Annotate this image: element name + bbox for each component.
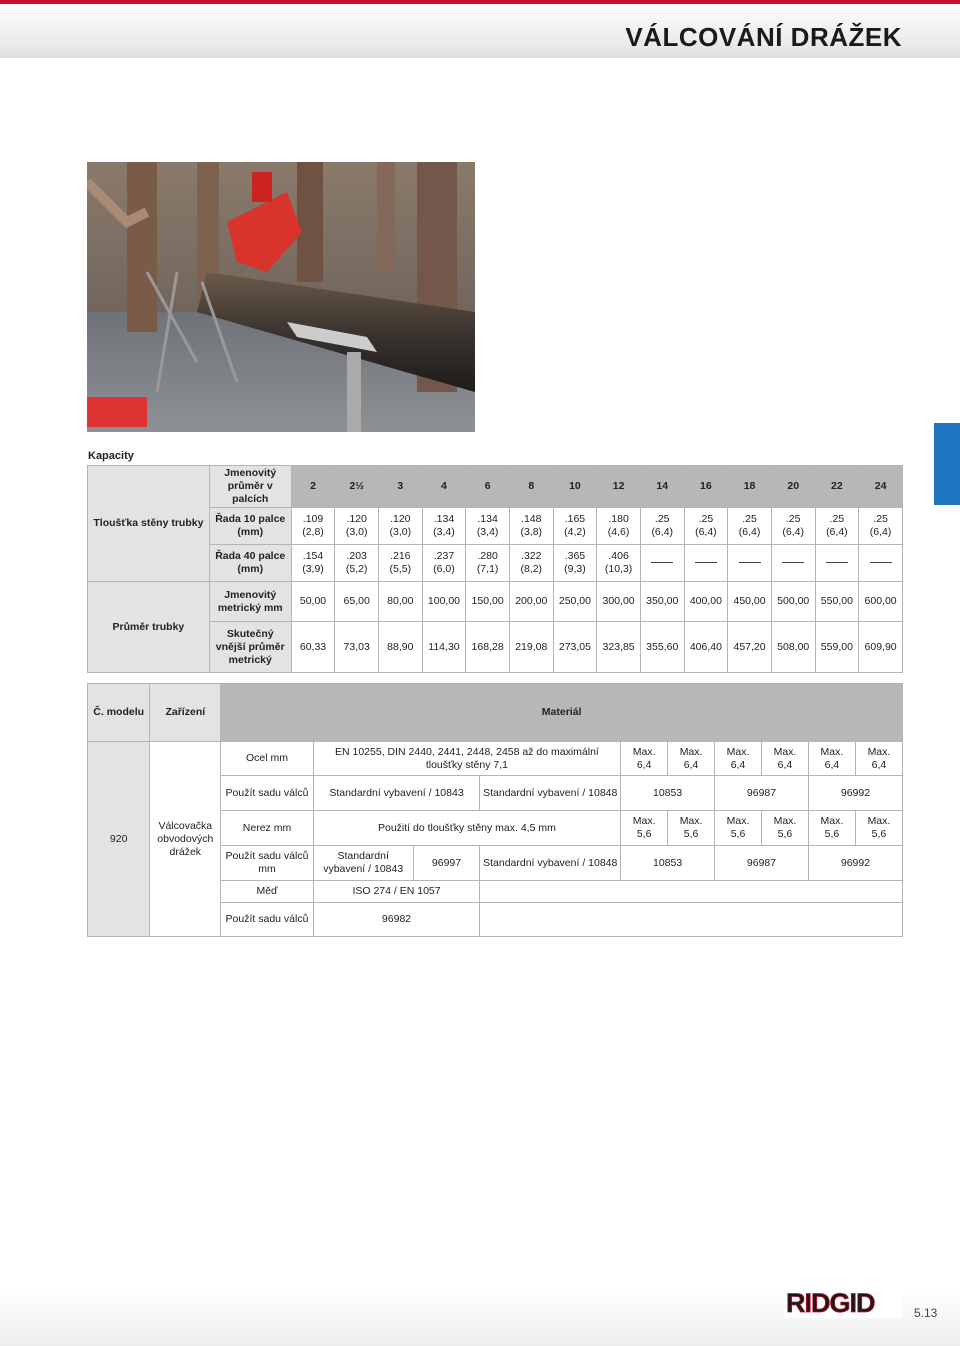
rollset-10853: 10853 [621, 846, 715, 881]
row-label-nominal-metric: Jmenovitý metrický mm [209, 582, 291, 622]
group-wall-thickness: Tloušťka stěny trubky [88, 466, 210, 582]
max-cell: Max. 6,4 [621, 742, 668, 776]
rollset-label: Použít sadu válců [221, 776, 313, 811]
max-cell: Max. 6,4 [668, 742, 715, 776]
max-cell: Max. 6,4 [855, 742, 902, 776]
max-cell: Max. 5,6 [715, 811, 762, 846]
max-cell: Max. 6,4 [715, 742, 762, 776]
rollset-label: Použít sadu válců [221, 903, 313, 937]
metric-cell: 600,00 [859, 582, 903, 622]
col-header-device: Zařízení [150, 684, 221, 742]
rollset-std-10848: Standardní vybavení / 10848 [480, 776, 621, 811]
rollset-std-10843: Standardní vybavení / 10843 [313, 846, 413, 881]
max-cell: Max. 5,6 [762, 811, 809, 846]
metric-cell: 350,00 [640, 582, 684, 622]
sch10-cell: .25 (6,4) [684, 508, 728, 545]
empty-cell [480, 903, 903, 937]
od-cell: 457,20 [728, 622, 772, 673]
page-title: VÁLCOVÁNÍ DRÁŽEK [625, 22, 902, 52]
rollset-10853: 10853 [621, 776, 715, 811]
od-cell: 508,00 [771, 622, 815, 673]
sch40-cell: .365 (9,3) [553, 545, 597, 582]
device-name: Válcovačka obvodových drážek [150, 742, 221, 937]
metric-cell: 50,00 [291, 582, 335, 622]
size-cell: 8 [509, 466, 553, 508]
rollset-96987: 96987 [715, 846, 809, 881]
metric-cell: 80,00 [378, 582, 422, 622]
rollset-std-10848: Standardní vybavení / 10848 [480, 846, 621, 881]
sch40-cell: .154 (3,9) [291, 545, 335, 582]
size-cell: 22 [815, 466, 859, 508]
metric-cell: 100,00 [422, 582, 466, 622]
sch10-cell: .134 (3,4) [466, 508, 510, 545]
rollset-96992: 96992 [808, 846, 902, 881]
od-cell: 273,05 [553, 622, 597, 673]
size-cell: 12 [597, 466, 641, 508]
ridgid-logo [784, 1286, 902, 1318]
od-cell: 406,40 [684, 622, 728, 673]
od-cell: 559,00 [815, 622, 859, 673]
empty-dash [640, 545, 684, 582]
empty-dash [728, 545, 772, 582]
sch40-cell: .406 (10,3) [597, 545, 641, 582]
size-cell: 2 [291, 466, 335, 508]
rollset-96992: 96992 [808, 776, 902, 811]
metric-cell: 65,00 [335, 582, 379, 622]
metric-cell: 550,00 [815, 582, 859, 622]
size-cell: 24 [859, 466, 903, 508]
size-cell: 10 [553, 466, 597, 508]
sch10-cell: .134 (3,4) [422, 508, 466, 545]
size-cell: 20 [771, 466, 815, 508]
capacity-table [87, 465, 903, 673]
rollset-96997: 96997 [413, 846, 480, 881]
od-cell: 323,85 [597, 622, 641, 673]
sch40-cell: .216 (5,5) [378, 545, 422, 582]
empty-cell [480, 881, 903, 903]
sch10-cell: .25 (6,4) [771, 508, 815, 545]
row-label-sch40: Řada 40 palce (mm) [209, 545, 291, 582]
max-cell: Max. 5,6 [621, 811, 668, 846]
copper-label: Měď [221, 881, 313, 903]
size-cell: 4 [422, 466, 466, 508]
max-cell: Max. 5,6 [808, 811, 855, 846]
section-label: Kapacity [88, 450, 134, 462]
od-cell: 88,90 [378, 622, 422, 673]
section-tab [934, 423, 960, 505]
od-cell: 114,30 [422, 622, 466, 673]
sch10-cell: .25 (6,4) [815, 508, 859, 545]
stainless-label: Nerez mm [221, 811, 313, 846]
model-number: 920 [88, 742, 150, 937]
rollset-96982: 96982 [313, 903, 480, 937]
rollset-std-10843: Standardní vybavení / 10843 [313, 776, 480, 811]
rollset-96987: 96987 [715, 776, 809, 811]
rollset-mm-label: Použít sadu válců mm [221, 846, 313, 881]
empty-dash [859, 545, 903, 582]
col-header-material: Materiál [221, 684, 903, 742]
max-cell: Max. 5,6 [855, 811, 902, 846]
sch40-cell: .322 (8,2) [509, 545, 553, 582]
size-cell: 16 [684, 466, 728, 508]
sch40-cell: .280 (7,1) [466, 545, 510, 582]
header-rule [0, 0, 960, 4]
row-label-actual-od: Skutečný vnější průměr metrický [209, 622, 291, 673]
sch40-cell: .203 (5,2) [335, 545, 379, 582]
group-pipe-diameter: Průměr trubky [88, 582, 210, 673]
max-cell: Max. 6,4 [762, 742, 809, 776]
stainless-spec: Použití do tloušťky stěny max. 4,5 mm [313, 811, 620, 846]
size-cell: 14 [640, 466, 684, 508]
od-cell: 219,08 [509, 622, 553, 673]
sch10-cell: .120 (3,0) [335, 508, 379, 545]
sch10-cell: .148 (3,8) [509, 508, 553, 545]
max-cell: Max. 5,6 [668, 811, 715, 846]
product-photo [87, 162, 475, 432]
od-cell: 60,33 [291, 622, 335, 673]
sch10-cell: .165 (4,2) [553, 508, 597, 545]
row-label-sch10: Řada 10 palce (mm) [209, 508, 291, 545]
row-label-nominal-inch: Jmenovitý průměr v palcích [209, 466, 291, 508]
material-table [87, 683, 903, 937]
od-cell: 168,28 [466, 622, 510, 673]
size-cell: 3 [378, 466, 422, 508]
metric-cell: 500,00 [771, 582, 815, 622]
sch40-cell: .237 (6,0) [422, 545, 466, 582]
steel-label: Ocel mm [221, 742, 313, 776]
empty-dash [815, 545, 859, 582]
svg-text:RIDGID: RIDGID [786, 1288, 875, 1318]
copper-spec: ISO 274 / EN 1057 [313, 881, 480, 903]
metric-cell: 400,00 [684, 582, 728, 622]
sch10-cell: .25 (6,4) [640, 508, 684, 545]
max-cell: Max. 6,4 [808, 742, 855, 776]
col-header-model: Č. modelu [88, 684, 150, 742]
sch10-cell: .109 (2,8) [291, 508, 335, 545]
size-cell: 2½ [335, 466, 379, 508]
page-number: 5.13 [914, 1306, 938, 1320]
sch10-cell: .180 (4,6) [597, 508, 641, 545]
sch10-cell: .25 (6,4) [728, 508, 772, 545]
metric-cell: 450,00 [728, 582, 772, 622]
od-cell: 355,60 [640, 622, 684, 673]
metric-cell: 150,00 [466, 582, 510, 622]
metric-cell: 250,00 [553, 582, 597, 622]
metric-cell: 200,00 [509, 582, 553, 622]
od-cell: 609,90 [859, 622, 903, 673]
size-cell: 18 [728, 466, 772, 508]
sch10-cell: .25 (6,4) [859, 508, 903, 545]
size-cell: 6 [466, 466, 510, 508]
empty-dash [684, 545, 728, 582]
od-cell: 73,03 [335, 622, 379, 673]
metric-cell: 300,00 [597, 582, 641, 622]
empty-dash [771, 545, 815, 582]
steel-spec: EN 10255, DIN 2440, 2441, 2448, 2458 až do maximální tloušťky stěny 7,1 [313, 742, 620, 776]
sch10-cell: .120 (3,0) [378, 508, 422, 545]
